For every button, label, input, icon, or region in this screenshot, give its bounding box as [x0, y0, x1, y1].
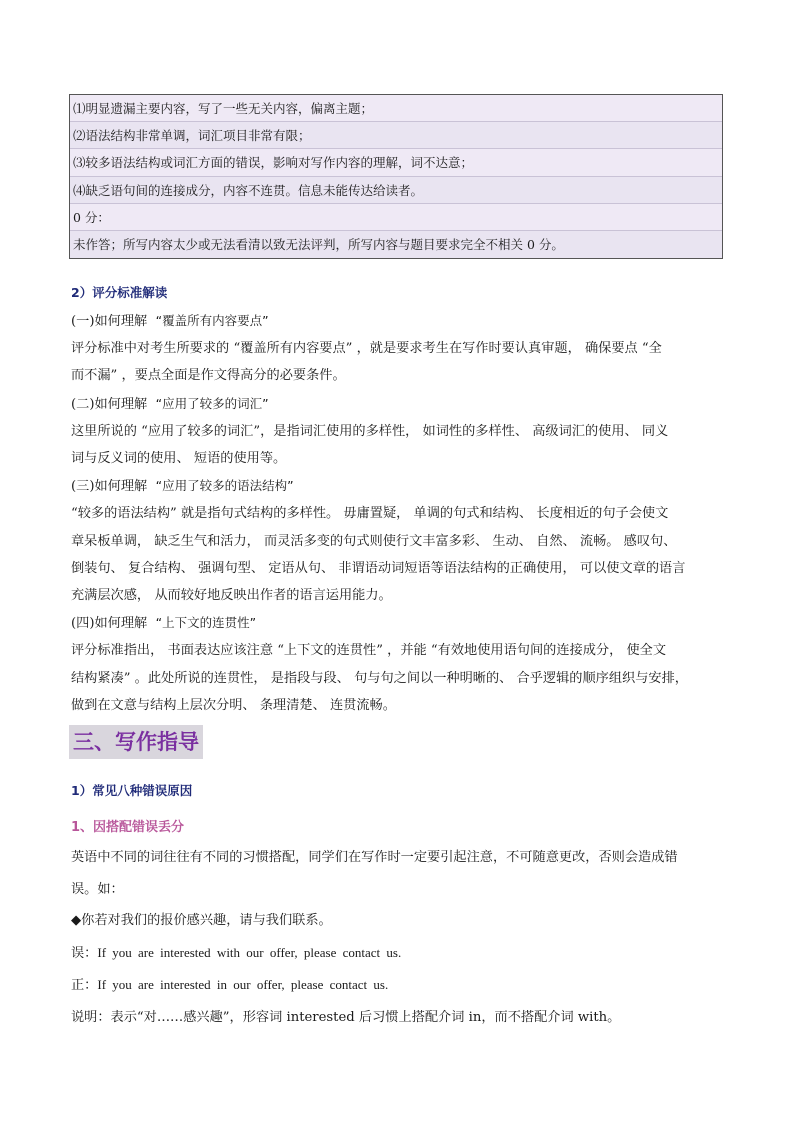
section-sub-heading: 1）常见八种错误原因 [71, 783, 193, 798]
interpretation-section [71, 283, 723, 719]
item-heading [71, 609, 723, 637]
item-heading-prefix: (四)如何理解 [71, 616, 148, 632]
item-line: 评分标准中对考生所要求的 “覆盖所有内容要点” ，就是要求考生在写作时要认真审题， 确保要点 “全 [71, 341, 662, 357]
item-line: 充满层次感， 从而较好地反映出作者的语言运用能力。 [71, 588, 392, 604]
criteria-row: ⑵语法结构非常单调，词汇项目非常有限； [70, 122, 722, 149]
item-heading-prefix: (二)如何理解 [71, 396, 148, 412]
interpretation-item [71, 609, 723, 719]
item-heading-quote: “应用了较多的词汇” [155, 395, 269, 411]
section-title: 三、写作指导 [69, 725, 203, 759]
item-heading [71, 390, 723, 418]
item-heading-quote: “应用了较多的语法结构” [155, 478, 294, 494]
criteria-row: 未作答；所写内容太少或无法看清以致无法评判，所写内容与题目要求完全不相关 0 分。 [70, 231, 722, 258]
right-label: 正： [71, 978, 98, 993]
writing-guide-body [71, 842, 723, 1033]
intro-line: 英语中不同的词往往有不同的习惯搭配，同学们在写作时一定要引起注意，不可随意更改，否则会造成错 [71, 850, 678, 865]
item-line: 章呆板单调， 缺乏生气和活力， 而灵活多变的句式则使行文丰富多彩、 生动、 自然、 流畅。 感叹句、 [71, 533, 677, 549]
interpretation-item [71, 307, 723, 390]
interpretation-item [71, 472, 723, 609]
item-heading [71, 472, 723, 500]
interpretation-heading: 2）评分标准解读 [71, 285, 168, 300]
criteria-row: ⑴明显遗漏主要内容，写了一些无关内容，偏离主题； [70, 95, 722, 122]
right-example [71, 969, 723, 1002]
interpretation-item [71, 390, 723, 473]
wrong-text: If you are interested with our offer, please contact us. [97, 944, 402, 960]
wrong-label: 误： [71, 945, 98, 961]
item-heading [71, 307, 723, 335]
item-line: 而不漏” ，要点全面是作文得高分的必要条件。 [71, 368, 346, 384]
wrong-example [71, 937, 723, 970]
criteria-row: ⑷缺乏语句间的连接成分，内容不连贯。信息未能传达给读者。 [70, 177, 722, 204]
item-line: 做到在文意与结构上层次分明、 条理清楚、 连贯流畅。 [71, 697, 396, 713]
explanation-note: 说明：表示“对……感兴趣”，形容词 interested 后习惯上搭配介词 in，而不搭配介词 with。 [71, 1009, 621, 1025]
item-line: 词与反义词的使用、 短语的使用等。 [71, 451, 287, 467]
item-line: 结构紧凑” 。此处所说的连贯性， 是指段与段、 句与句之间以一种明晰的、 合乎逻辑的顺序组织与安排， [71, 670, 688, 686]
item-line: 评分标准指出， 书面表达应该注意 “上下文的连贯性” ，并能 “有效地使用语句间的连接成分， 使全文 [71, 643, 667, 659]
criteria-table [69, 94, 723, 259]
item-line: “较多的语法结构” 就是指句式结构的多样性。 毋庸置疑， 单调的句式和结构、 长度相近的句子会使文 [71, 506, 669, 522]
example-sentence: ◆你若对我们的报价感兴趣，请与我们联系。 [71, 913, 332, 928]
item-heading-quote: “上下文的连贯性” [155, 615, 257, 631]
criteria-row: ⑶较多语法结构或词汇方面的错误，影响对写作内容的理解，词不达意； [70, 149, 722, 176]
item-heading-prefix: (三)如何理解 [71, 479, 148, 495]
point-heading: 1、因搭配错误丢分 [71, 820, 185, 835]
item-heading-prefix: (一)如何理解 [71, 314, 148, 329]
item-heading-quote: “覆盖所有内容要点” [155, 313, 269, 328]
criteria-row: 0 分： [70, 204, 722, 231]
item-line: 这里所说的 “应用了较多的词汇”，是指词汇使用的多样性， 如词性的多样性、 高级词汇的使用、 同义 [71, 423, 669, 439]
right-text: If you are interested in our offer, please contact us. [97, 977, 389, 992]
item-line: 倒装句、 复合结构、 强调句型、 定语从句、 非谓语动词短语等语法结构的正确使用， 可以使文章的语言 [71, 560, 686, 576]
intro-line: 误。如： [71, 881, 124, 897]
